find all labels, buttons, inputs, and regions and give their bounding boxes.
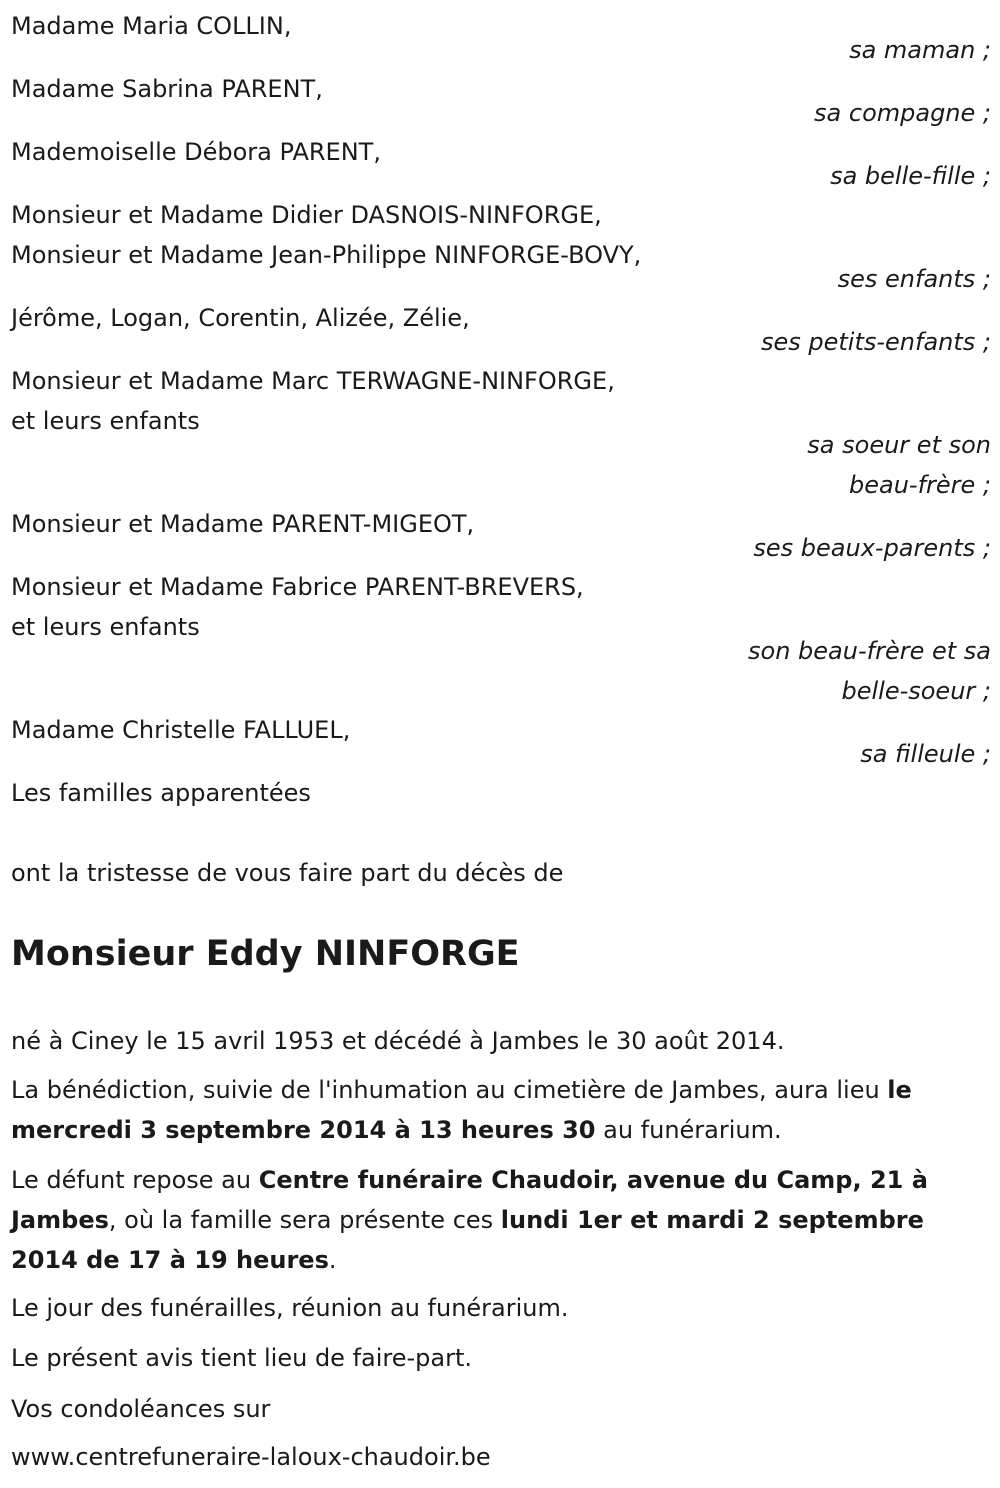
rest-middle: , où la famille sera présente ces bbox=[108, 1206, 501, 1234]
ceremony-intro: La bénédiction, suivie de l'inhumation au cimetière de Jambes, aura lieu bbox=[11, 1076, 888, 1104]
family-name-line: Les familles apparentées bbox=[11, 779, 311, 807]
family-relation: beau-frère ; bbox=[848, 471, 991, 499]
condolences-label: Vos condoléances sur bbox=[11, 1395, 271, 1423]
family-relation: ses beaux-parents ; bbox=[753, 534, 991, 562]
family-relation: ses enfants ; bbox=[837, 265, 991, 293]
family-name-line: Madame Sabrina PARENT, bbox=[11, 75, 323, 103]
notice-text: Le présent avis tient lieu de faire-part. bbox=[11, 1344, 473, 1372]
ceremony-outro: au funérarium. bbox=[595, 1116, 782, 1144]
family-relation: sa soeur et son bbox=[807, 431, 991, 459]
announcement-text: ont la tristesse de vous faire part du décès de bbox=[11, 859, 564, 887]
family-relation: ses petits-enfants ; bbox=[760, 328, 991, 356]
rest-dates: lundi 1er et mardi 2 septembre 2014 de 17 à 19 heures bbox=[11, 1206, 924, 1274]
family-relation: sa maman ; bbox=[849, 36, 991, 64]
family-name-line: Monsieur et Madame Didier DASNOIS-NINFORGE, bbox=[11, 201, 602, 229]
family-name-line: Monsieur et Madame Jean-Philippe NINFORGE-BOVY, bbox=[11, 241, 642, 269]
family-name-line: Monsieur et Madame Fabrice PARENT-BREVERS, bbox=[11, 573, 584, 601]
funeral-day-text: Le jour des funérailles, réunion au funérarium. bbox=[11, 1294, 569, 1322]
family-name-line: Madame Maria COLLIN, bbox=[11, 12, 292, 40]
ceremony-paragraph bbox=[11, 1070, 986, 1150]
birth-death-text: né à Ciney le 15 avril 1953 et décédé à Jambes le 30 août 2014. bbox=[11, 1027, 785, 1055]
family-name-line: Monsieur et Madame Marc TERWAGNE-NINFORGE, bbox=[11, 367, 615, 395]
rest-intro: Le défunt repose au bbox=[11, 1166, 259, 1194]
family-relation: sa compagne ; bbox=[814, 99, 991, 127]
family-name-line: Monsieur et Madame PARENT-MIGEOT, bbox=[11, 510, 475, 538]
rest-outro: . bbox=[328, 1246, 337, 1274]
rest-paragraph bbox=[11, 1160, 986, 1280]
family-name-line: et leurs enfants bbox=[11, 613, 200, 641]
ceremony-date: le mercredi 3 septembre 2014 à 13 heures 30 bbox=[11, 1076, 912, 1144]
family-name-line: Madame Christelle FALLUEL, bbox=[11, 716, 351, 744]
family-relation: sa belle-fille ; bbox=[830, 162, 991, 190]
rest-place: Centre funéraire Chaudoir, avenue du Camp, 21 à Jambes bbox=[11, 1166, 928, 1234]
family-relation: sa filleule ; bbox=[860, 740, 991, 768]
family-relation: belle-soeur ; bbox=[841, 677, 991, 705]
family-name-line: Mademoiselle Débora PARENT, bbox=[11, 138, 381, 166]
family-relation: son beau-frère et sa bbox=[748, 637, 991, 665]
deceased-name: Monsieur Eddy NINFORGE bbox=[11, 934, 520, 974]
website-link[interactable]: www.centrefuneraire-laloux-chaudoir.be bbox=[11, 1443, 491, 1471]
family-name-line: Jérôme, Logan, Corentin, Alizée, Zélie, bbox=[11, 304, 470, 332]
family-name-line: et leurs enfants bbox=[11, 407, 200, 435]
